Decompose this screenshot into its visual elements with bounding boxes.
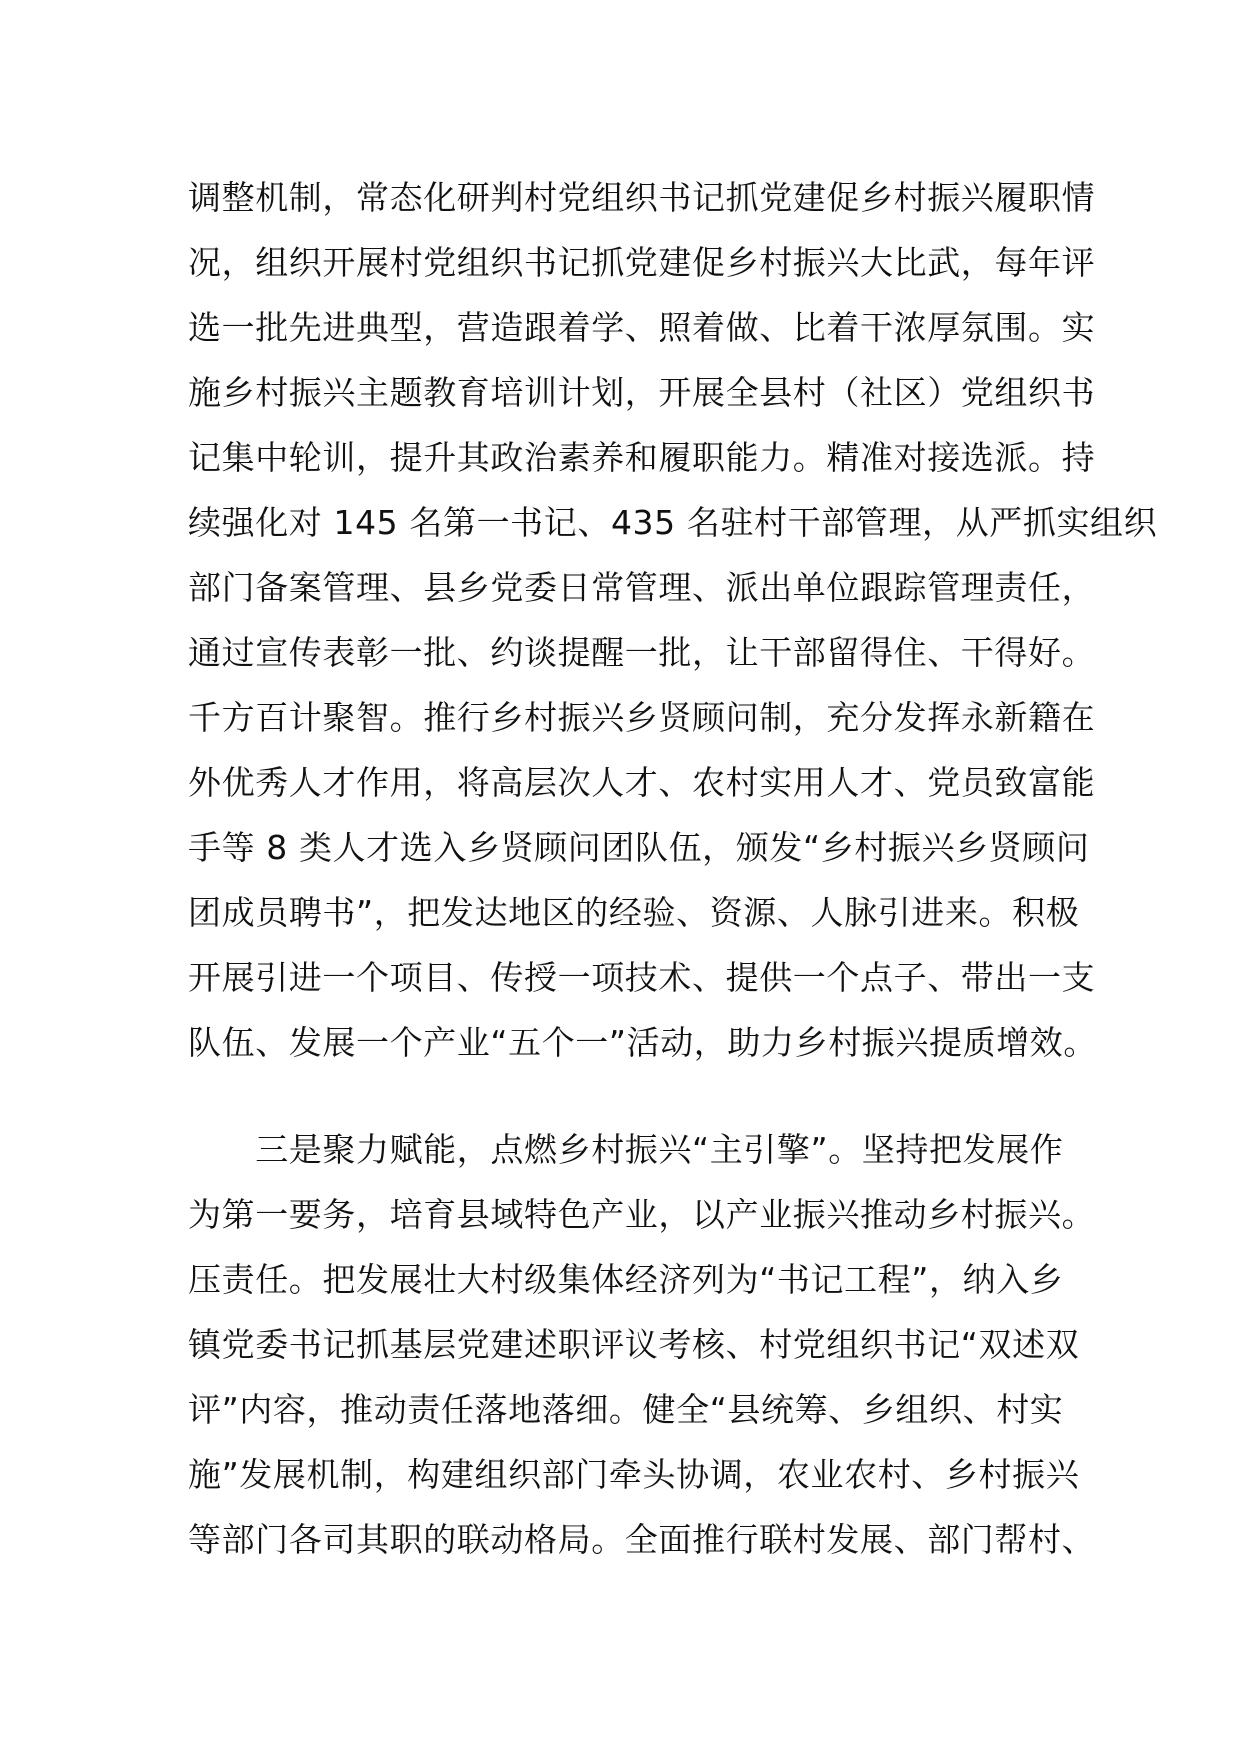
text-line: 压责任。把发展壮大村级集体经济列为“书记工程”，纳入乡 [188, 1260, 1064, 1299]
text-line: 评”内容，推动责任落地落细。健全“县统筹、乡组织、村实 [188, 1390, 1064, 1429]
text-line: 为第一要务，培育县域特色产业，以产业振兴推动乡村振兴。 [188, 1195, 1096, 1234]
text-line: 施乡村振兴主题教育培训计划，开展全县村（社区）党组织书 [188, 373, 1096, 412]
text-line: 况，组织开展村党组织书记抓党建促乡村振兴大比武，每年评 [188, 243, 1096, 282]
text-line: 续强化对 145 名第一书记、435 名驻村干部管理，从严抓实组织 [188, 503, 1158, 542]
text-line: 队伍、发展一个产业“五个一”活动，助力乡村振兴提质增效。 [188, 1023, 1097, 1062]
paragraph-2 [188, 1117, 1096, 1572]
text-line: 施”发展机制，构建组织部门牵头协调，农业农村、乡村振兴 [188, 1455, 1080, 1494]
text-line: 选一批先进典型，营造跟着学、照着做、比着干浓厚氛围。实 [188, 308, 1096, 347]
text-line: 镇党委书记抓基层党建述职评议考核、村党组织书记“双述双 [188, 1325, 1080, 1364]
text-line: 手等 8 类人才选入乡贤顾问团队伍，颁发“乡村振兴乡贤顾问 [188, 828, 1090, 867]
text-line: 千方百计聚智。推行乡村振兴乡贤顾问制，充分发挥永新籍在 [188, 698, 1096, 737]
text-line: 部门备案管理、县乡党委日常管理、派出单位跟踪管理责任， [188, 568, 1096, 607]
text-line: 调整机制，常态化研判村党组织书记抓党建促乡村振兴履职情 [188, 178, 1096, 217]
text-line: 开展引进一个项目、传授一项技术、提供一个点子、带出一支 [188, 958, 1096, 997]
text-line: 团成员聘书”，把发达地区的经验、资源、人脉引进来。积极 [188, 893, 1080, 932]
text-line: 三是聚力赋能，点燃乡村振兴“主引擎”。坚持把发展作 [188, 1130, 1064, 1169]
text-line: 通过宣传表彰一批、约谈提醒一批，让干部留得住、干得好。 [188, 633, 1096, 672]
text-line: 等部门各司其职的联动格局。全面推行联村发展、部门帮村、 [188, 1520, 1096, 1559]
text-line: 记集中轮训，提升其政治素养和履职能力。精准对接选派。持 [188, 438, 1096, 477]
paragraph-1 [188, 165, 1158, 1075]
text-line: 外优秀人才作用，将高层次人才、农村实用人才、党员致富能 [188, 763, 1096, 802]
